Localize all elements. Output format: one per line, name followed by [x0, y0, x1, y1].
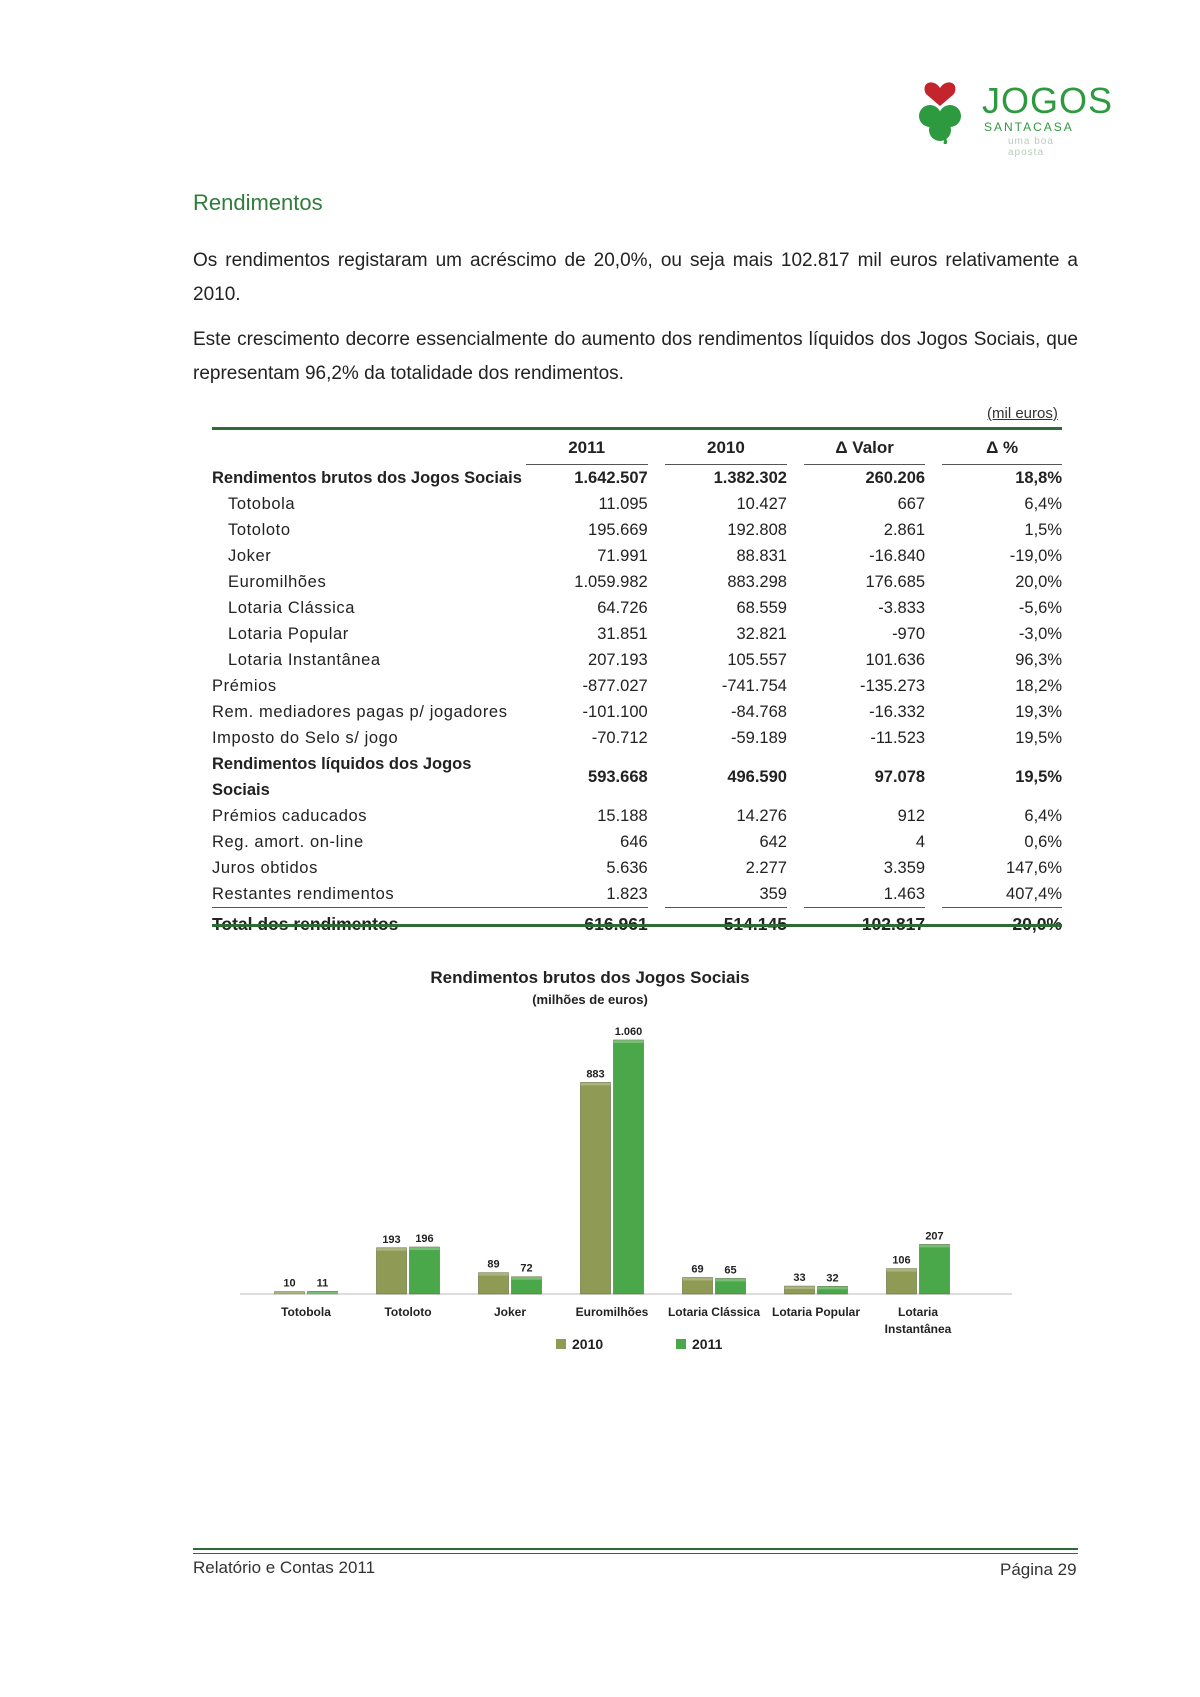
- cell-delta-value: 912: [897, 807, 926, 825]
- row-label: Juros obtidos: [212, 859, 318, 877]
- cell-delta-pct: -5,6%: [1018, 599, 1062, 617]
- data-label: 883: [586, 1068, 605, 1081]
- bar-2010: [581, 1082, 611, 1294]
- cell-delta-value: 101.636: [865, 651, 926, 669]
- row-label: Joker: [228, 547, 272, 565]
- bar-highlight: [887, 1269, 917, 1272]
- logo-tagline: uma boa aposta: [1008, 136, 1054, 158]
- cell-2010: 192.808: [727, 521, 787, 539]
- table-row: [212, 803, 1062, 829]
- table-unit: (mil euros): [987, 405, 1058, 422]
- row-label: Lotaria Clássica: [228, 599, 355, 617]
- cell-delta-value: -3.833: [878, 599, 926, 617]
- logo-mark-icon: [910, 78, 980, 144]
- table-row: [212, 881, 1062, 908]
- bar-highlight: [920, 1244, 950, 1247]
- cell-2010: 88.831: [736, 547, 787, 565]
- row-label: Imposto do Selo s/ jogo: [212, 729, 399, 747]
- cell-2011: 31.851: [597, 625, 648, 643]
- cell-2010: 32.821: [736, 625, 787, 643]
- col-2011: 2011: [526, 430, 648, 465]
- chart-title: Rendimentos brutos dos Jogos Sociais: [430, 968, 750, 987]
- table-header-row: [212, 430, 1062, 465]
- cell-2011: 207.193: [588, 651, 648, 669]
- cell-delta-pct: 6,4%: [1024, 807, 1062, 825]
- category-label: Euromilhões: [575, 1305, 649, 1319]
- cell-2011: 64.726: [597, 599, 648, 617]
- section-title: Rendimentos: [193, 190, 323, 215]
- category-label: Totobola: [281, 1305, 331, 1319]
- row-label: Restantes rendimentos: [212, 881, 526, 908]
- bar-highlight: [716, 1278, 746, 1281]
- row-label: Totoloto: [228, 521, 291, 539]
- cell-2010: 10.427: [736, 495, 787, 513]
- data-label: 11: [316, 1277, 329, 1290]
- category-label: Joker: [493, 1305, 527, 1319]
- data-label: 10: [283, 1277, 296, 1290]
- cell-2010: 883.298: [727, 573, 787, 591]
- bar-highlight: [479, 1273, 509, 1276]
- table-row: [212, 725, 1062, 751]
- cell-delta-value: -135.273: [859, 677, 926, 695]
- logo: [910, 78, 1114, 158]
- cell-2011: 195.669: [588, 521, 648, 539]
- category-label: Instantânea: [884, 1322, 952, 1336]
- paragraph-1: Os rendimentos registaram um acréscimo de 20,0%, ou seja mais 102.817 mil euros relativamente a 2010.: [193, 250, 1078, 305]
- data-label: 1.060: [614, 1026, 643, 1038]
- category-label: Lotaria Popular: [771, 1305, 861, 1319]
- bar-highlight: [614, 1040, 644, 1043]
- table-row: [212, 673, 1062, 699]
- row-label: Rendimentos líquidos dos Jogos Sociais: [212, 755, 472, 799]
- cell-delta-value: -16.332: [869, 703, 926, 721]
- cell-delta-value: -11.523: [870, 729, 926, 747]
- table-row: [212, 621, 1062, 647]
- row-label: Rendimentos brutos dos Jogos Sociais: [212, 469, 522, 487]
- cell-delta-pct: 6,4%: [1024, 495, 1062, 513]
- cell-2011: -877.027: [582, 677, 648, 695]
- data-label: 65: [724, 1264, 737, 1277]
- data-label: 207: [925, 1230, 944, 1243]
- table-bottom-rule: [212, 924, 1062, 927]
- footer-rule-top: [193, 1548, 1078, 1550]
- cell-2010: 642: [759, 833, 787, 851]
- row-label: Prémios caducados: [212, 807, 368, 825]
- revenue-bar-chart: [240, 1010, 1040, 1370]
- col-delta-pct: Δ %: [942, 430, 1062, 465]
- cell-delta-pct: 18,2%: [1015, 677, 1062, 695]
- cell-delta-pct: -19,0%: [1009, 547, 1062, 565]
- bar-2011: [410, 1247, 440, 1294]
- data-label: 32: [826, 1272, 839, 1285]
- col-2010: 2010: [665, 430, 787, 465]
- cell-2011: 15.188: [597, 807, 648, 825]
- cell-delta-value: 3.359: [883, 859, 926, 877]
- bar-highlight: [785, 1286, 815, 1289]
- table-row: [212, 465, 1062, 491]
- row-label: Totobola: [228, 495, 296, 513]
- cell-delta-value: 176.685: [865, 573, 926, 591]
- cell-2010: 496.590: [727, 768, 787, 786]
- cell-2010: -59.189: [731, 729, 787, 747]
- row-label: Reg. amort. on-line: [212, 833, 364, 851]
- legend-label-2010: 2010: [572, 1336, 604, 1352]
- bar-2010: [479, 1273, 509, 1294]
- bar-highlight: [581, 1082, 611, 1085]
- cell-delta-pct: -3,0%: [1018, 625, 1062, 643]
- cell-2011: 71.991: [597, 547, 648, 565]
- col-delta-value: Δ Valor: [804, 430, 925, 465]
- cell-2010: -84.768: [731, 703, 787, 721]
- cell-2010: -741.754: [721, 677, 787, 695]
- logo-brand: JOGOS: [982, 80, 1114, 121]
- bar-highlight: [512, 1277, 542, 1280]
- table-row: [212, 647, 1062, 673]
- cell-2010: 359: [665, 881, 787, 908]
- row-label: Rem. mediadores pagas p/ jogadores: [212, 703, 508, 721]
- bar-2010: [887, 1269, 917, 1294]
- logo-sub: SANTACASA: [984, 120, 1074, 134]
- table-row: [212, 543, 1062, 569]
- bar-highlight: [377, 1248, 407, 1251]
- data-label: 69: [691, 1263, 704, 1276]
- cell-2011: 1.823: [526, 881, 648, 908]
- footer-page-number: Página 29: [1000, 1560, 1077, 1579]
- cell-delta-value: 2.861: [883, 521, 926, 539]
- bar-2011: [614, 1040, 644, 1294]
- bar-highlight: [683, 1277, 713, 1280]
- footer-rule-bottom: [193, 1553, 1078, 1554]
- table-row: [212, 855, 1062, 881]
- cell-2010: 2.277: [745, 859, 787, 877]
- data-label: 33: [793, 1272, 806, 1285]
- cell-2010: 14.276: [736, 807, 787, 825]
- data-label: 196: [415, 1233, 434, 1246]
- cell-2011: -101.100: [582, 703, 648, 721]
- row-label: Lotaria Popular: [228, 625, 349, 643]
- legend-swatch-2011: [676, 1339, 686, 1349]
- table-row: [212, 699, 1062, 725]
- cell-delta-value: -970: [892, 625, 926, 643]
- cell-delta-value: -16.840: [869, 547, 926, 565]
- table-row: [212, 751, 1062, 803]
- table-row: [212, 829, 1062, 855]
- footer-report-title: Relatório e Contas 2011: [193, 1558, 376, 1577]
- bar-highlight: [275, 1292, 305, 1295]
- chart-subtitle: (milhões de euros): [532, 992, 648, 1007]
- data-label: 193: [382, 1233, 401, 1246]
- bar-2010: [377, 1248, 407, 1294]
- category-label: Lotaria Clássica: [667, 1305, 761, 1319]
- cell-2011: 1.642.507: [574, 469, 648, 487]
- cell-delta-value: 97.078: [874, 768, 926, 786]
- cell-2011: -70.712: [591, 729, 648, 747]
- table-row: [212, 569, 1062, 595]
- cell-delta-pct: 19,5%: [1015, 729, 1062, 747]
- category-label: Totoloto: [384, 1305, 432, 1319]
- row-label: Prémios: [212, 677, 277, 695]
- cell-delta-value: 4: [915, 833, 926, 851]
- cell-delta-pct: 19,5%: [1015, 768, 1062, 786]
- cell-2011: 11.095: [598, 495, 648, 513]
- data-label: 89: [487, 1258, 500, 1271]
- cell-2010: 68.559: [736, 599, 787, 617]
- legend-swatch-2010: [556, 1339, 566, 1349]
- income-table: [212, 430, 1062, 940]
- row-label: Euromilhões: [228, 573, 327, 591]
- cell-delta-pct: 1,5%: [1024, 521, 1062, 539]
- category-label: Lotaria: [897, 1305, 939, 1319]
- table-row: [212, 491, 1062, 517]
- cell-delta-pct: 96,3%: [1015, 651, 1062, 669]
- data-label: 106: [892, 1254, 911, 1267]
- cell-delta-value: 260.206: [865, 469, 926, 487]
- cell-delta-pct: 0,6%: [1024, 833, 1062, 851]
- cell-delta-value: 667: [897, 495, 926, 513]
- cell-2011: 5.636: [606, 859, 648, 877]
- cell-delta-pct: 407,4%: [942, 881, 1062, 908]
- cell-delta-value: 1.463: [804, 881, 925, 908]
- legend-label-2011: 2011: [692, 1336, 723, 1352]
- cell-2010: 1.382.302: [713, 469, 787, 487]
- table-row: [212, 595, 1062, 621]
- cell-delta-pct: 20,0%: [1015, 573, 1062, 591]
- cell-delta-pct: 18,8%: [1015, 469, 1062, 487]
- table-row: [212, 517, 1062, 543]
- cell-delta-pct: 147,6%: [1006, 859, 1062, 877]
- cell-2011: 1.059.982: [574, 573, 648, 591]
- cell-delta-pct: 19,3%: [1015, 703, 1062, 721]
- cell-2011: 646: [620, 833, 648, 851]
- row-label: Lotaria Instantânea: [228, 651, 381, 669]
- cell-2011: 593.668: [588, 768, 648, 786]
- bar-highlight: [410, 1247, 440, 1250]
- bar-highlight: [308, 1291, 338, 1294]
- paragraph-2: Este crescimento decorre essencialmente do aumento dos rendimentos líquidos dos Jogos Sociais, que representam 96,2% da totalidade dos rendimentos.: [193, 329, 1078, 384]
- bar-highlight: [818, 1286, 848, 1289]
- cell-2010: 105.557: [727, 651, 787, 669]
- bar-2011: [920, 1244, 950, 1294]
- data-label: 72: [520, 1262, 533, 1275]
